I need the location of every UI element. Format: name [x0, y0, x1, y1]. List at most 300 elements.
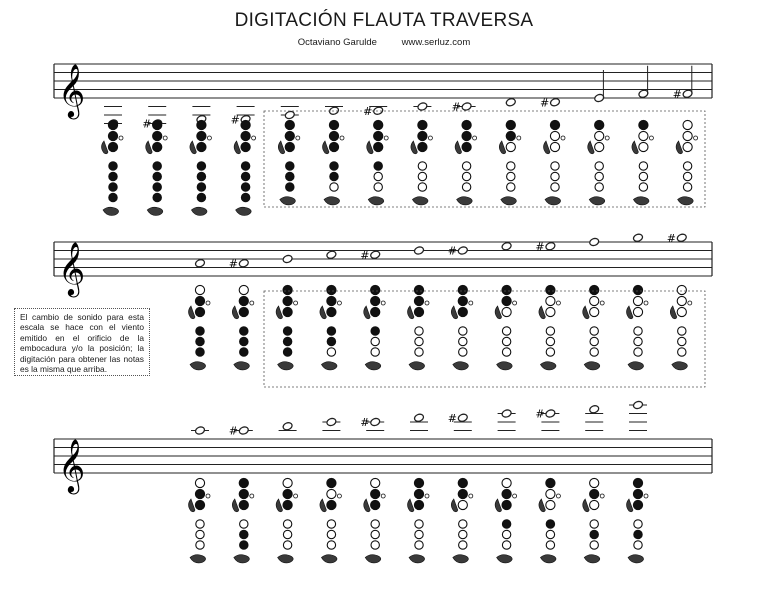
foot-key-icon	[497, 362, 513, 370]
right-hand-hole	[462, 172, 470, 180]
right-hand-hole	[327, 520, 335, 528]
left-hand-hole	[371, 296, 380, 305]
left-hand-hole	[195, 489, 204, 498]
staff-3	[54, 438, 712, 494]
fingering-diagram	[451, 285, 473, 370]
trill-key-icon	[296, 136, 300, 140]
left-hand-hole	[283, 296, 292, 305]
trill-key-icon	[340, 136, 344, 140]
left-hand-hole	[458, 285, 467, 294]
left-hand-hole	[371, 500, 380, 509]
sharp-sign: #	[451, 100, 461, 114]
left-hand-hole	[239, 500, 248, 509]
left-hand-hole	[283, 478, 292, 487]
left-hand-hole	[239, 285, 248, 294]
right-hand-hole	[415, 520, 423, 528]
thumb-key-icon	[411, 141, 418, 154]
foot-key-icon	[540, 555, 556, 563]
left-hand-hole	[197, 142, 206, 151]
foot-key-icon	[540, 362, 556, 370]
right-hand-hole	[197, 193, 205, 201]
left-hand-hole	[683, 142, 692, 151]
left-hand-hole	[546, 500, 555, 509]
left-hand-hole	[414, 478, 423, 487]
left-hand-hole	[590, 307, 599, 316]
left-hand-hole	[595, 131, 604, 140]
left-hand-hole	[371, 307, 380, 316]
sharp-sign: #	[230, 113, 240, 127]
fingering-diagram	[411, 120, 433, 205]
foot-key-icon	[324, 197, 340, 205]
thumb-key-icon	[364, 306, 371, 319]
fingering-diagram	[367, 120, 389, 205]
fingering-diagram	[499, 120, 521, 205]
treble-clef-icon: 𝄞	[58, 63, 86, 117]
left-hand-hole	[633, 489, 642, 498]
right-hand-hole	[459, 337, 467, 345]
right-hand-hole	[371, 530, 379, 538]
left-hand-hole	[590, 500, 599, 509]
right-hand-hole	[639, 162, 647, 170]
note	[638, 66, 649, 99]
right-hand-hole	[153, 193, 161, 201]
right-hand-hole	[286, 183, 294, 191]
trill-key-icon	[206, 301, 210, 305]
treble-clef-icon: 𝄞	[58, 241, 86, 295]
foot-key-icon	[633, 197, 649, 205]
foot-key-icon	[545, 197, 561, 205]
right-hand-hole	[507, 183, 515, 191]
left-hand-hole	[590, 489, 599, 498]
left-hand-hole	[239, 307, 248, 316]
right-hand-hole	[459, 530, 467, 538]
fingering-diagram	[232, 285, 254, 370]
right-hand-hole	[371, 520, 379, 528]
left-hand-hole	[239, 489, 248, 498]
foot-key-icon	[190, 362, 206, 370]
left-hand-hole	[502, 285, 511, 294]
foot-key-icon	[678, 197, 694, 205]
right-hand-hole	[153, 162, 161, 170]
right-hand-hole	[418, 162, 426, 170]
fingering-diagram	[627, 478, 649, 563]
right-hand-hole	[371, 327, 379, 335]
left-hand-hole	[462, 131, 471, 140]
left-hand-hole	[546, 307, 555, 316]
treble-clef-icon: 𝄞	[58, 438, 86, 492]
right-hand-hole	[153, 172, 161, 180]
right-hand-hole	[634, 541, 642, 549]
note	[629, 400, 647, 430]
right-hand-hole	[546, 327, 554, 335]
right-hand-hole	[197, 172, 205, 180]
left-hand-hole	[108, 120, 117, 129]
right-hand-hole	[196, 337, 204, 345]
fingering-diagram	[583, 478, 605, 563]
right-hand-hole	[327, 348, 335, 356]
note-head	[545, 241, 556, 251]
note-head	[461, 102, 472, 112]
website-link: www.serluz.com	[401, 37, 471, 48]
trill-key-icon	[337, 301, 341, 305]
note-head	[373, 106, 384, 116]
left-hand-hole	[239, 478, 248, 487]
left-hand-hole	[329, 120, 338, 129]
right-hand-hole	[371, 337, 379, 345]
right-hand-hole	[418, 172, 426, 180]
note-head	[505, 97, 516, 107]
foot-key-icon	[584, 555, 600, 563]
right-hand-hole	[327, 327, 335, 335]
note-head	[417, 102, 428, 112]
foot-key-icon	[321, 555, 337, 563]
sharp-sign: #	[142, 117, 152, 131]
foot-key-icon	[365, 362, 381, 370]
right-hand-hole	[459, 348, 467, 356]
right-hand-hole	[462, 183, 470, 191]
note	[505, 97, 516, 107]
left-hand-hole	[677, 296, 686, 305]
left-hand-hole	[285, 131, 294, 140]
right-hand-hole	[196, 530, 204, 538]
left-hand-hole	[418, 120, 427, 129]
foot-key-icon	[321, 362, 337, 370]
left-hand-hole	[458, 500, 467, 509]
note-head	[676, 233, 687, 243]
fingering-diagram	[278, 120, 300, 205]
thumb-key-icon	[189, 499, 196, 512]
note	[281, 107, 299, 120]
left-hand-hole	[502, 478, 511, 487]
fingering-diagram	[234, 120, 256, 215]
trill-key-icon	[561, 136, 565, 140]
right-hand-hole	[415, 327, 423, 335]
left-hand-hole	[241, 142, 250, 151]
right-hand-hole	[283, 327, 291, 335]
left-hand-hole	[327, 500, 336, 509]
left-hand-hole	[550, 120, 559, 129]
right-hand-hole	[459, 541, 467, 549]
sharp-sign: #	[363, 104, 373, 118]
right-hand-hole	[502, 541, 510, 549]
sharp-sign: #	[535, 240, 545, 254]
right-hand-hole	[634, 520, 642, 528]
trill-key-icon	[688, 301, 692, 305]
right-hand-hole	[109, 162, 117, 170]
fingering-diagram	[495, 285, 516, 370]
trill-key-icon	[119, 136, 123, 140]
note	[452, 101, 476, 114]
note	[535, 408, 559, 431]
left-hand-hole	[414, 489, 423, 498]
thumb-key-icon	[320, 306, 327, 319]
note	[585, 404, 603, 430]
fingering-diagram	[364, 478, 386, 563]
right-hand-hole	[371, 348, 379, 356]
left-hand-hole	[683, 120, 692, 129]
thumb-key-icon	[495, 499, 502, 512]
trill-key-icon	[469, 494, 473, 498]
left-hand-hole	[414, 296, 423, 305]
trill-key-icon	[163, 136, 167, 140]
right-hand-hole	[590, 541, 598, 549]
foot-key-icon	[365, 555, 381, 563]
sharp-sign: #	[228, 424, 239, 438]
foot-key-icon	[584, 362, 600, 370]
left-hand-hole	[633, 307, 642, 316]
right-hand-hole	[551, 162, 559, 170]
right-hand-hole	[330, 162, 338, 170]
left-hand-hole	[374, 120, 383, 129]
left-hand-hole	[502, 307, 511, 316]
left-hand-hole	[371, 489, 380, 498]
note-head	[501, 241, 512, 251]
trill-key-icon	[556, 301, 560, 305]
right-hand-hole	[507, 162, 515, 170]
left-hand-hole	[458, 478, 467, 487]
foot-key-icon	[412, 197, 428, 205]
thumb-key-icon	[190, 141, 197, 154]
left-hand-hole	[108, 142, 117, 151]
right-hand-hole	[330, 183, 338, 191]
right-hand-hole	[283, 337, 291, 345]
thumb-key-icon	[495, 306, 502, 319]
left-hand-hole	[153, 142, 162, 151]
left-hand-hole	[633, 296, 642, 305]
right-hand-hole	[109, 183, 117, 191]
right-hand-hole	[240, 541, 248, 549]
sharp-sign: #	[666, 231, 677, 245]
note-head	[457, 246, 468, 256]
left-hand-hole	[153, 120, 162, 129]
trill-key-icon	[600, 301, 604, 305]
right-hand-hole	[546, 530, 554, 538]
thumb-key-icon	[146, 141, 153, 154]
right-hand-hole	[153, 183, 161, 191]
trill-key-icon	[513, 301, 517, 305]
note-head	[195, 258, 206, 268]
thumb-key-icon	[367, 141, 374, 154]
right-hand-hole	[415, 348, 423, 356]
fingering-diagram	[544, 120, 566, 205]
right-hand-hole	[678, 337, 686, 345]
thumb-key-icon	[276, 306, 283, 319]
fingering-diagram	[632, 120, 654, 205]
right-hand-hole	[196, 520, 204, 528]
left-hand-hole	[418, 131, 427, 140]
trill-key-icon	[384, 136, 388, 140]
right-hand-hole	[415, 337, 423, 345]
left-hand-hole	[327, 307, 336, 316]
right-hand-hole	[241, 162, 249, 170]
right-hand-hole	[240, 337, 248, 345]
note	[594, 70, 605, 103]
right-hand-hole	[327, 541, 335, 549]
trill-key-icon	[294, 494, 298, 498]
foot-key-icon	[409, 555, 425, 563]
right-hand-hole	[374, 172, 382, 180]
right-hand-hole	[683, 183, 691, 191]
fingering-diagram	[539, 478, 561, 563]
note-head	[326, 250, 337, 260]
left-hand-hole	[374, 131, 383, 140]
right-hand-hole	[109, 172, 117, 180]
page-title: DIGITACIÓN FLAUTA TRAVERSA	[234, 10, 534, 31]
right-hand-hole	[634, 348, 642, 356]
left-hand-hole	[550, 131, 559, 140]
left-hand-hole	[371, 478, 380, 487]
note	[279, 421, 297, 431]
foot-key-icon	[628, 362, 644, 370]
thumb-key-icon	[539, 306, 546, 319]
left-hand-hole	[241, 120, 250, 129]
right-hand-hole	[634, 337, 642, 345]
thumb-key-icon	[320, 499, 327, 512]
right-hand-hole	[502, 337, 510, 345]
trill-key-icon	[605, 136, 609, 140]
left-hand-hole	[327, 478, 336, 487]
left-hand-hole	[590, 478, 599, 487]
trill-key-icon	[473, 136, 477, 140]
left-hand-hole	[633, 478, 642, 487]
right-hand-hole	[415, 541, 423, 549]
thumb-key-icon	[232, 499, 239, 512]
note-head	[282, 254, 293, 264]
right-hand-hole	[371, 541, 379, 549]
staff-2	[54, 241, 712, 297]
right-hand-hole	[546, 348, 554, 356]
right-hand-hole	[197, 183, 205, 191]
thumb-key-icon	[408, 499, 415, 512]
right-hand-hole	[240, 530, 248, 538]
right-hand-hole	[196, 327, 204, 335]
note	[448, 245, 468, 258]
thumb-key-icon	[232, 306, 239, 319]
trill-key-icon	[381, 494, 385, 498]
right-hand-hole	[590, 327, 598, 335]
fingering-diagram	[588, 120, 610, 205]
note-head	[326, 417, 337, 427]
fingering-diagram	[276, 285, 298, 370]
thumb-key-icon	[499, 141, 506, 154]
left-hand-hole	[502, 489, 511, 498]
right-hand-hole	[546, 520, 554, 528]
left-hand-hole	[108, 131, 117, 140]
left-hand-hole	[195, 478, 204, 487]
foot-key-icon	[234, 555, 250, 563]
fingering-diagram	[189, 285, 211, 370]
left-hand-hole	[283, 500, 292, 509]
thumb-key-icon	[632, 141, 639, 154]
note	[322, 417, 340, 430]
note-head	[284, 110, 295, 120]
note	[326, 250, 337, 260]
left-hand-hole	[550, 142, 559, 151]
trill-key-icon	[206, 494, 210, 498]
left-hand-hole	[283, 285, 292, 294]
note	[191, 426, 209, 436]
sharp-sign: #	[447, 411, 458, 425]
author-name: Octaviano Garulde	[297, 37, 377, 48]
right-hand-hole	[241, 172, 249, 180]
trill-key-icon	[337, 494, 341, 498]
right-hand-hole	[507, 172, 515, 180]
note	[410, 413, 428, 431]
left-hand-hole	[639, 142, 648, 151]
right-hand-hole	[462, 162, 470, 170]
trill-key-icon	[381, 301, 385, 305]
left-hand-hole	[458, 489, 467, 498]
thumb-key-icon	[627, 499, 634, 512]
thumb-key-icon	[451, 499, 458, 512]
right-hand-hole	[459, 520, 467, 528]
left-hand-hole	[639, 120, 648, 129]
fingering-diagram	[676, 120, 698, 205]
note-head	[589, 404, 600, 414]
thumb-key-icon	[364, 499, 371, 512]
left-hand-hole	[241, 131, 250, 140]
foot-key-icon	[672, 362, 688, 370]
left-hand-hole	[283, 489, 292, 498]
note-head	[545, 409, 556, 419]
thumb-key-icon	[539, 499, 546, 512]
left-hand-hole	[197, 120, 206, 129]
right-hand-hole	[595, 183, 603, 191]
sharp-sign: #	[447, 244, 458, 258]
trill-key-icon	[250, 494, 254, 498]
foot-key-icon	[236, 207, 252, 215]
left-hand-hole	[633, 285, 642, 294]
note-head	[238, 426, 249, 436]
left-hand-hole	[329, 131, 338, 140]
note-head	[633, 400, 644, 410]
thumb-key-icon	[588, 141, 595, 154]
right-hand-hole	[415, 530, 423, 538]
left-hand-hole	[546, 285, 555, 294]
note	[667, 232, 687, 245]
right-hand-hole	[109, 193, 117, 201]
right-hand-hole	[590, 337, 598, 345]
foot-key-icon	[280, 197, 296, 205]
fingering-diagram	[539, 285, 561, 370]
thumb-key-icon	[583, 306, 590, 319]
right-hand-hole	[286, 162, 294, 170]
foot-key-icon	[628, 555, 644, 563]
note-head	[370, 250, 381, 260]
right-hand-hole	[502, 530, 510, 538]
right-hand-hole	[546, 337, 554, 345]
note-head	[633, 233, 644, 243]
left-hand-hole	[546, 296, 555, 305]
fingering-diagram	[495, 478, 516, 563]
note-head	[282, 421, 293, 431]
thumb-key-icon	[278, 141, 285, 154]
left-hand-hole	[414, 500, 423, 509]
foot-key-icon	[453, 362, 469, 370]
left-hand-hole	[506, 131, 515, 140]
right-hand-hole	[502, 348, 510, 356]
explanation-note: El cambio de sonido para esta escala se hace con el viento emitido en el orificio de la embocadura y/o la posición; la digitación para obtener las notas es la misma que arriba.	[14, 308, 150, 376]
foot-key-icon	[368, 197, 384, 205]
note-head	[501, 409, 512, 419]
right-hand-hole	[240, 327, 248, 335]
right-hand-hole	[241, 193, 249, 201]
fingering-diagram	[232, 478, 254, 563]
right-hand-hole	[283, 541, 291, 549]
foot-key-icon	[234, 362, 250, 370]
sharp-sign: #	[360, 248, 370, 262]
note	[448, 412, 472, 431]
